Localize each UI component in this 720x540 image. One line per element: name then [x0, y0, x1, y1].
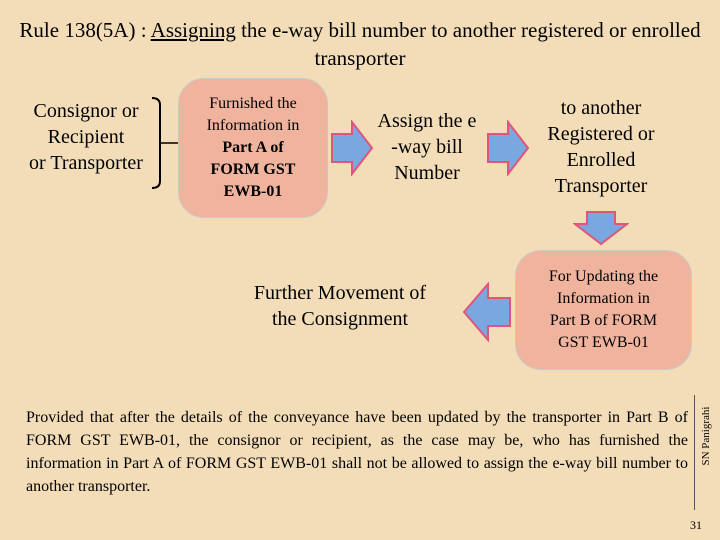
assign-label [362, 108, 492, 186]
part-a-line-2: Information in [206, 117, 300, 134]
footer-divider [694, 395, 695, 510]
to-transporter-line-2: Registered or [547, 123, 655, 145]
left-arrow-icon [462, 282, 512, 342]
further-line-1: Further Movement of [253, 282, 427, 304]
to-transporter-line-4: Transporter [554, 175, 648, 197]
part-b-line-4: GST EWB-01 [558, 334, 649, 351]
part-a-line-4: FORM GST [210, 161, 296, 178]
parties-label [14, 98, 158, 176]
title-prefix: Rule 138(5A) : [19, 18, 151, 42]
parties-line-2: Recipient [47, 126, 125, 148]
assign-line-1: Assign the e [377, 110, 477, 132]
further-movement-label [228, 280, 452, 332]
to-transporter-line-1: to another [560, 97, 642, 119]
down-arrow-icon [573, 210, 629, 246]
slide-title [10, 16, 710, 72]
part-b-line-2: Information in [557, 290, 650, 307]
parties-line-1: Consignor or [33, 100, 139, 122]
part-b-box [515, 250, 692, 370]
to-transporter-line-3: Enrolled [566, 149, 636, 171]
part-a-line-1: Furnished the [209, 95, 297, 112]
assign-line-2: -way bill [391, 136, 463, 158]
title-rest: the e-way bill number to another registered or enrolled transporter [235, 18, 701, 70]
part-a-line-3: Part A of [222, 139, 284, 156]
part-b-line-3: Part B of FORM [549, 312, 658, 329]
page-number: 31 [690, 518, 702, 532]
to-transporter-label [526, 95, 676, 199]
author-credit [696, 406, 716, 466]
part-a-line-5: EWB-01 [223, 183, 283, 200]
right-arrow-icon-2 [486, 120, 530, 176]
further-line-2: the Consignment [271, 308, 409, 330]
proviso-paragraph: Provided that after the details of the conveyance have been updated by the transporter in Part B of FORM GST EWB-01, the consignor or recipient, as the case may be, who has furnished the information in Part A of FORM GST EWB-01 shall not be allowed to assign the e-way bill number to another transporter. [26, 409, 688, 495]
assign-line-3: Number [394, 162, 460, 184]
author-name: SN Panigrahi [700, 406, 712, 466]
title-underlined-word: Assigning [150, 18, 236, 42]
part-b-line-1: For Updating the [548, 268, 659, 285]
part-a-box [178, 78, 328, 218]
parties-line-3: or Transporter [29, 152, 143, 174]
